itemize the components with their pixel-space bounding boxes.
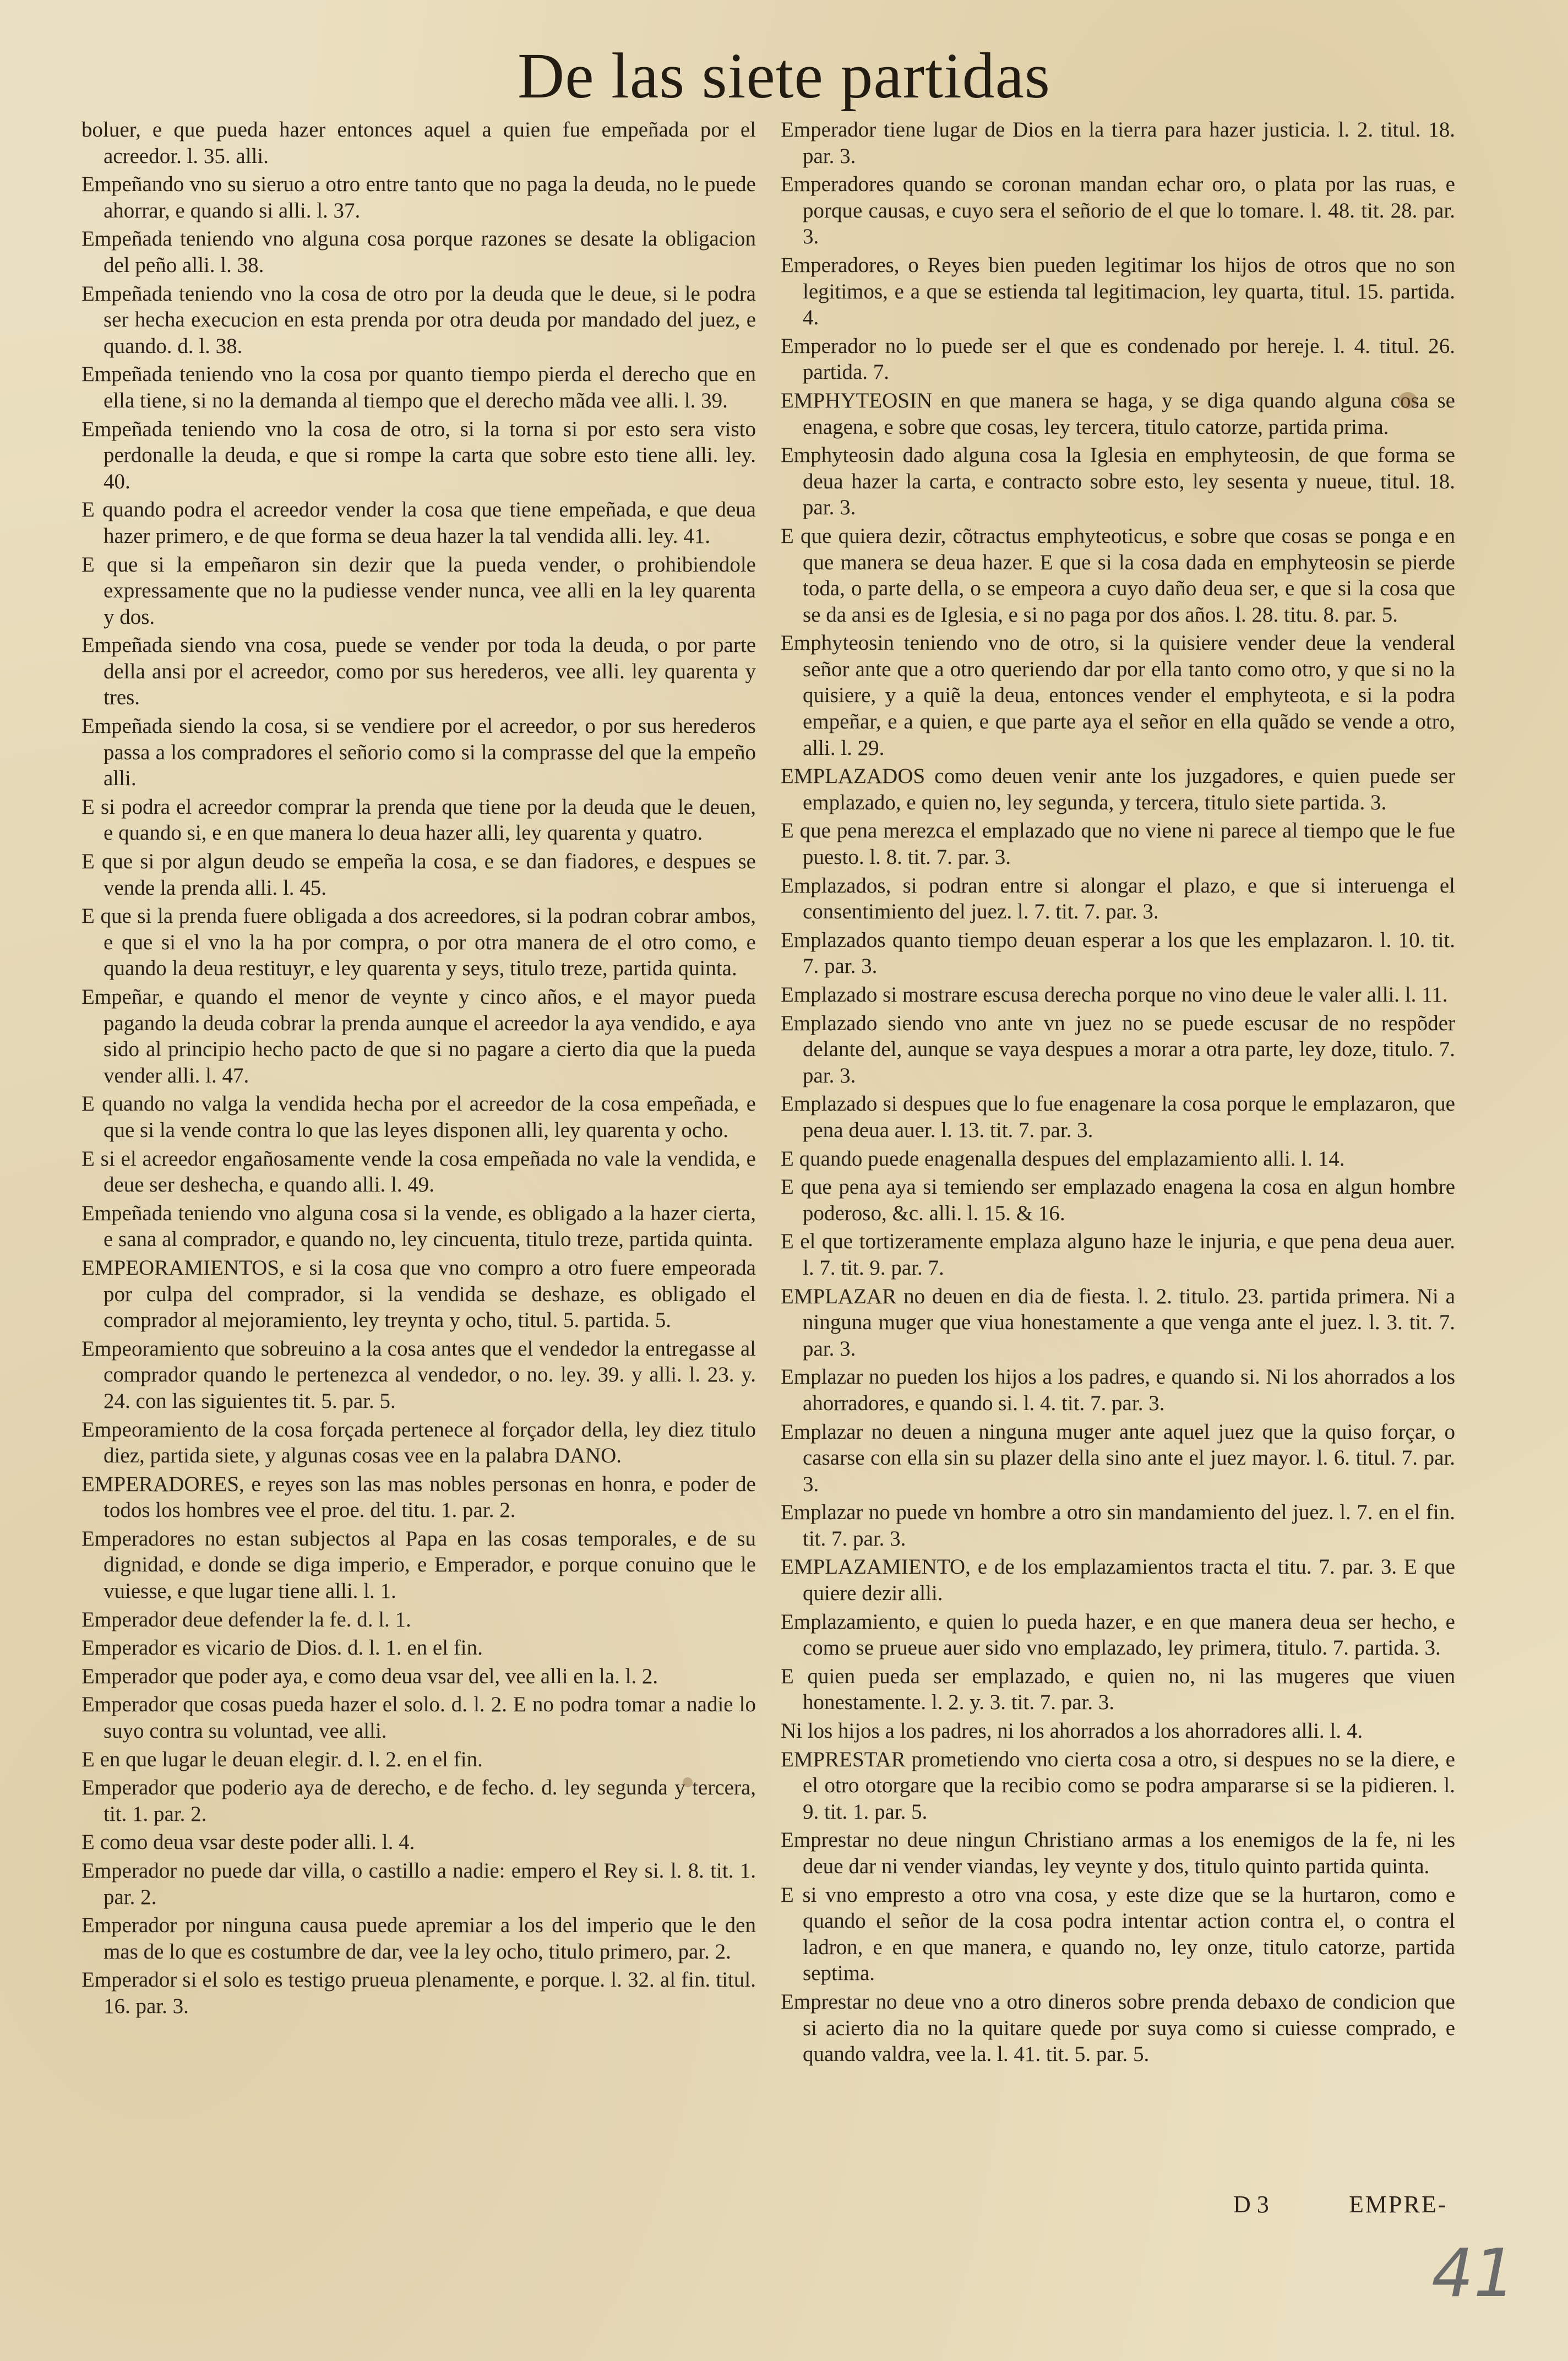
index-entry: Emplazados quanto tiempo deuan esperar a los que les emplazaron. l. 10. tit. 7. par. 3. bbox=[781, 928, 1455, 978]
index-entry: Emperador que poder aya, e como deua vsar del, vee alli en la. l. 2. bbox=[81, 1664, 658, 1688]
index-entry: Empeñada siendo la cosa, si se vendiere por el acreedor, o por sus herederos passa a los compradores el señorio como si la comprasse del que la empeño alli. bbox=[81, 714, 756, 791]
index-entry: Emplazado siendo vno ante vn juez no se puede escusar de no respõder delante del, aunque se vaya despues a morar a otra parte, ley doze, titulo. 7. par. 3. bbox=[781, 1011, 1455, 1087]
index-entry: Emperadores quando se coronan mandan echar oro, o plata por las ruas, e porque causas, e cuyo sera el señorio de el que lo tomare. l. 48. tit. 28. par. 3. bbox=[781, 172, 1455, 249]
index-entry: Emperador que cosas pueda hazer el solo. d. l. 2. E no podra tomar a nadie lo suyo contra su voluntad, vee alli. bbox=[81, 1693, 756, 1743]
running-head: De las siete partidas bbox=[518, 40, 1050, 112]
index-entry: Emplazado si mostrare escusa derecha porque no vino deue le valer alli. l. 11. bbox=[781, 983, 1448, 1007]
index-entry: Emperador por ninguna causa puede apremiar a los del imperio que le den mas de lo que es costumbre de dar, vee la ley ocho, titulo primero, par. 2. bbox=[81, 1913, 756, 1963]
right-column bbox=[781, 117, 1455, 2070]
index-entry: Empeñada siendo vna cosa, puede se vender por toda la deuda, o por parte della ansi por el acreedor, como por sus herederos, vee alli. ley quarenta y tres. bbox=[81, 633, 756, 710]
index-entry: EMPERADORES, e reyes son las mas nobles personas en honra, e poder de todos los hombres vee el proe. del titu. 1. par. 2. bbox=[81, 1472, 756, 1522]
index-entry: E que si por algun deudo se empeña la cosa, e se dan fiadores, e despues se vende la prenda alli. l. 45. bbox=[81, 850, 756, 900]
index-entry: Emperador no puede dar villa, o castillo a nadie: empero el Rey si. l. 8. tit. 1. par. 2. bbox=[81, 1859, 756, 1909]
index-entry: boluer, e que pueda hazer entonces aquel a quien fue empeñada por el acreedor. l. 35. alli. bbox=[81, 118, 756, 168]
index-entry: Emperador que poderio aya de derecho, e de fecho. d. ley segunda y tercera, tit. 1. par. 2. bbox=[81, 1776, 756, 1826]
signature-mark: D 3 bbox=[1233, 2191, 1269, 2218]
index-entry: E quando no valga la vendida hecha por el acreedor de la cosa empeñada, e que si la vende contra lo que las leyes disponen alli, ley quarenta y ocho. bbox=[81, 1092, 756, 1142]
index-entry: E si el acreedor engañosamente vende la cosa empeñada no vale la vendida, e deue ser deshecha, e quando alli. l. 49. bbox=[81, 1146, 756, 1197]
index-entry: Emplazar no pueden los hijos a los padres, e quando si. Ni los ahorrados a los ahorradores, e quando si. l. 4. tit. 7. par. 3. bbox=[781, 1365, 1455, 1415]
index-entry: Empeñada teniendo vno alguna cosa porque razones se desate la obligacion del peño alli. l. 38. bbox=[81, 227, 756, 277]
index-entry: Emphyteosin dado alguna cosa la Iglesia en emphyteosin, de que forma se deua hazer la carta, e contracto sobre esto, ley sesenta y nueue, titul. 18. par. 3. bbox=[781, 443, 1455, 520]
index-entry: Emplazados, si podran entre si alongar el plazo, e que si interuenga el consentimiento del juez. l. 7. tit. 7. par. 3. bbox=[781, 873, 1455, 924]
ink-stain bbox=[1398, 392, 1417, 409]
index-entry: Empeñada teniendo vno la cosa por quanto tiempo pierda el derecho que en ella tiene, si no la demanda al tiempo que el derecho mãda vee alli. l. 39. bbox=[81, 362, 756, 412]
index-entry: Emperador es vicario de Dios. d. l. 1. en el fin. bbox=[81, 1636, 483, 1660]
index-entry: E que pena aya si temiendo ser emplazado enagena la cosa en algun hombre poderoso, &c. alli. l. 15. & 16. bbox=[781, 1175, 1455, 1225]
index-entry: Empeñada teniendo vno alguna cosa si la vende, es obligado a la hazer cierta, e sana al comprador, e quando no, ley cincuenta, titulo treze, partida quinta. bbox=[81, 1201, 756, 1252]
index-entry: E como deua vsar deste poder alli. l. 4. bbox=[81, 1830, 415, 1854]
index-entry: Emperadores, o Reyes bien pueden legitimar los hijos de otros que no son legitimos, e a que se estienda tal legitimacion, ley quarta, titul. 15. partida. 4. bbox=[781, 253, 1455, 330]
index-entry: Empeñar, e quando el menor de veynte y cinco años, e el mayor pueda pagando la deuda cobrar la prenda aunque el acreedor la aya vendido, e aya sido al principio hecho pacto de que si no pagare a cierto dia que la pueda vender alli. l. 47. bbox=[81, 985, 756, 1087]
folio-number: 41 bbox=[1431, 2235, 1516, 2312]
index-entry: Emperador si el solo es testigo prueua plenamente, e porque. l. 32. al fin. titul. 16. par. 3. bbox=[81, 1968, 756, 2018]
index-entry: E si podra el acreedor comprar la prenda que tiene por la deuda que le deuen, e quando si, e en que manera lo deua hazer alli, ley quarenta y quatro. bbox=[81, 795, 756, 845]
index-entry: Emperadores no estan subjectos al Papa en las cosas temporales, e de su dignidad, e donde se diga imperio, e Emperador, e porque conuino que le vuiesse, e que lugar tiene alli. l. 1. bbox=[81, 1526, 756, 1603]
index-entry: E en que lugar le deuan elegir. d. l. 2. en el fin. bbox=[81, 1747, 483, 1771]
index-entry: Emprestar no deue ningun Christiano armas a los enemigos de la fe, ni les deue dar ni vender viandas, ley veynte y dos, titulo quinto partida quinta. bbox=[781, 1828, 1455, 1878]
index-entry: Emplazar no puede vn hombre a otro sin mandamiento del juez. l. 7. en el fin. tit. 7. par. 3. bbox=[781, 1500, 1455, 1551]
index-entry: Emperador deue defender la fe. d. l. 1. bbox=[81, 1607, 411, 1631]
index-entry: E quando podra el acreedor vender la cosa que tiene empeñada, e que deua hazer primero, e de que forma se deua hazer la tal vendida alli. ley. 41. bbox=[81, 498, 756, 548]
index-entry: EMPRESTAR prometiendo vno cierta cosa a otro, si despues no se la diere, e el otro otorgare que la recibio como se podra ampararse si se la pidieren. l. 9. tit. 1. par. 5. bbox=[781, 1747, 1455, 1824]
left-column bbox=[81, 117, 756, 2022]
index-entry: E que quiera dezir, cõtractus emphyteoticus, e sobre que cosas se ponga e en que manera se deua hazer. E que si la cosa dada en emphyteosin se pierde toda, o parte della, o se empeora a cuyo daño deua ser, e que si la cosa que se da ansi es de Iglesia, e si no paga por dos años. l. 28. titu. 8. par. 5. bbox=[781, 524, 1455, 627]
index-entry: E que si la empeñaron sin dezir que la pueda vender, o prohibiendole expressamente que no la pudiesse vender nunca, vee alli en la ley quarenta y dos. bbox=[81, 552, 756, 629]
index-entry: EMPEORAMIENTOS, e si la cosa que vno compro a otro fuere empeorada por culpa del comprador, si la vendida se deshaze, es obligado el comprador al mejoramiento, ley treynta y ocho, titul. 5. partida. 5. bbox=[81, 1255, 756, 1332]
index-entry: Emprestar no deue vno a otro dineros sobre prenda debaxo de condicion que si acierto dia no la quitare quede por suya como si cuiesse comprado, e quando valdra, vee la. l. 41. tit. 5. par. 5. bbox=[781, 1989, 1455, 2066]
ink-stain bbox=[683, 1777, 693, 1787]
index-entry: EMPLAZAMIENTO, e de los emplazamientos tracta el titu. 7. par. 3. E que quiere dezir alli. bbox=[781, 1555, 1455, 1606]
index-entry: Emplazar no deuen a ninguna muger ante aquel juez que la quiso forçar, o casarse con ella sin su plazer della sino ante el juez mayor. l. 6. titul. 7. par. 3. bbox=[781, 1419, 1455, 1496]
index-entry: Ni los hijos a los padres, ni los ahorrados a los ahorradores alli. l. 4. bbox=[781, 1719, 1363, 1743]
catchword: EMPRE- bbox=[1349, 2191, 1448, 2218]
index-entry: Empeoramiento de la cosa forçada pertenece al forçador della, ley diez titulo diez, partida siete, y algunas cosas vee en la palabra DANO. bbox=[81, 1417, 756, 1468]
index-entry: Emphyteosin teniendo vno de otro, si la quisiere vender deue la venderal señor ante que a otro queriendo dar por ella tanto como otro, y que si no la quisiere, y a quiẽ la deua, entonces vender el emphyteota, e si la podra empeñar, e a quien, e que parte aya el señor en ella quãdo se vende a otro, alli. l. 29. bbox=[781, 631, 1455, 760]
index-entry: Emperador tiene lugar de Dios en la tierra para hazer justicia. l. 2. titul. 18. par. 3. bbox=[781, 118, 1455, 168]
index-entry: E quando puede enagenalla despues del emplazamiento alli. l. 14. bbox=[781, 1146, 1345, 1171]
index-entry: Empeoramiento que sobreuino a la cosa antes que el vendedor la entregasse al comprador quando le pertenezca al vendedor, o no. ley. 39. y alli. l. 23. y. 24. con las siguientes tit. 5. par. 5. bbox=[81, 1336, 756, 1413]
index-entry: E que pena merezca el emplazado que no viene ni parece al tiempo que le fue puesto. l. 8. tit. 7. par. 3. bbox=[781, 819, 1455, 869]
index-entry: E que si la prenda fuere obligada a dos acreedores, si la podran cobrar ambos, e que si el vno la ha por compra, o por otra manera de el otro como, e quando la deua restituyr, e ley quarenta y seys, titulo treze, partida quinta. bbox=[81, 904, 756, 981]
index-entry: E quien pueda ser emplazado, e quien no, ni las mugeres que viuen honestamente. l. 2. y. 3. tit. 7. par. 3. bbox=[781, 1664, 1455, 1715]
index-entry: EMPHYTEOSIN en que manera se haga, y se diga quando alguna cosa se enagena, e sobre que cosas, ley tercera, titulo catorze, partida prima. bbox=[781, 388, 1455, 439]
index-entry: E si vno empresto a otro vna cosa, y este dize que se la hurtaron, como e quando el señor de la cosa podra intentar action contra el, o contra el ladron, e en que manera, e quando no, ley onze, titulo catorze, partida septima. bbox=[781, 1883, 1455, 1985]
index-entry: Emperador no lo puede ser el que es condenado por hereje. l. 4. titul. 26. partida. 7. bbox=[781, 334, 1455, 384]
index-entry: EMPLAZADOS como deuen venir ante los juzgadores, e quien puede ser emplazado, e quien no, ley segunda, y tercera, titulo siete partida. 3. bbox=[781, 764, 1455, 814]
index-entry: EMPLAZAR no deuen en dia de fiesta. l. 2. titulo. 23. partida primera. Ni a ninguna muger que viua honestamente a que venga ante el juez. l. 3. tit. 7. par. 3. bbox=[781, 1284, 1455, 1361]
index-entry: Empeñada teniendo vno la cosa de otro por la deuda que le deue, si le podra ser hecha execucion en esta prenda por otra deuda por mandado del juez, e quando. d. l. 38. bbox=[81, 281, 756, 358]
index-entry: Empeñando vno su sieruo a otro entre tanto que no paga la deuda, no le puede ahorrar, e quando si alli. l. 37. bbox=[81, 172, 756, 222]
index-entry: E el que tortizeramente emplaza alguno haze le injuria, e que pena deua auer. l. 7. tit. 9. par. 7. bbox=[781, 1230, 1455, 1280]
index-entry: Emplazado si despues que lo fue enagenare la cosa porque le emplazaron, que pena deua auer. l. 13. tit. 7. par. 3. bbox=[781, 1092, 1455, 1142]
index-entry: Empeñada teniendo vno la cosa de otro, si la torna si por esto sera visto perdonalle la deuda, e que si rompe la carta que sobre esto tiene alli. ley. 40. bbox=[81, 417, 756, 493]
index-entry: Emplazamiento, e quien lo pueda hazer, e en que manera deua ser hecho, e como se prueue auer sido vno emplazado, ley primera, titulo. 7. partida. 3. bbox=[781, 1609, 1455, 1660]
